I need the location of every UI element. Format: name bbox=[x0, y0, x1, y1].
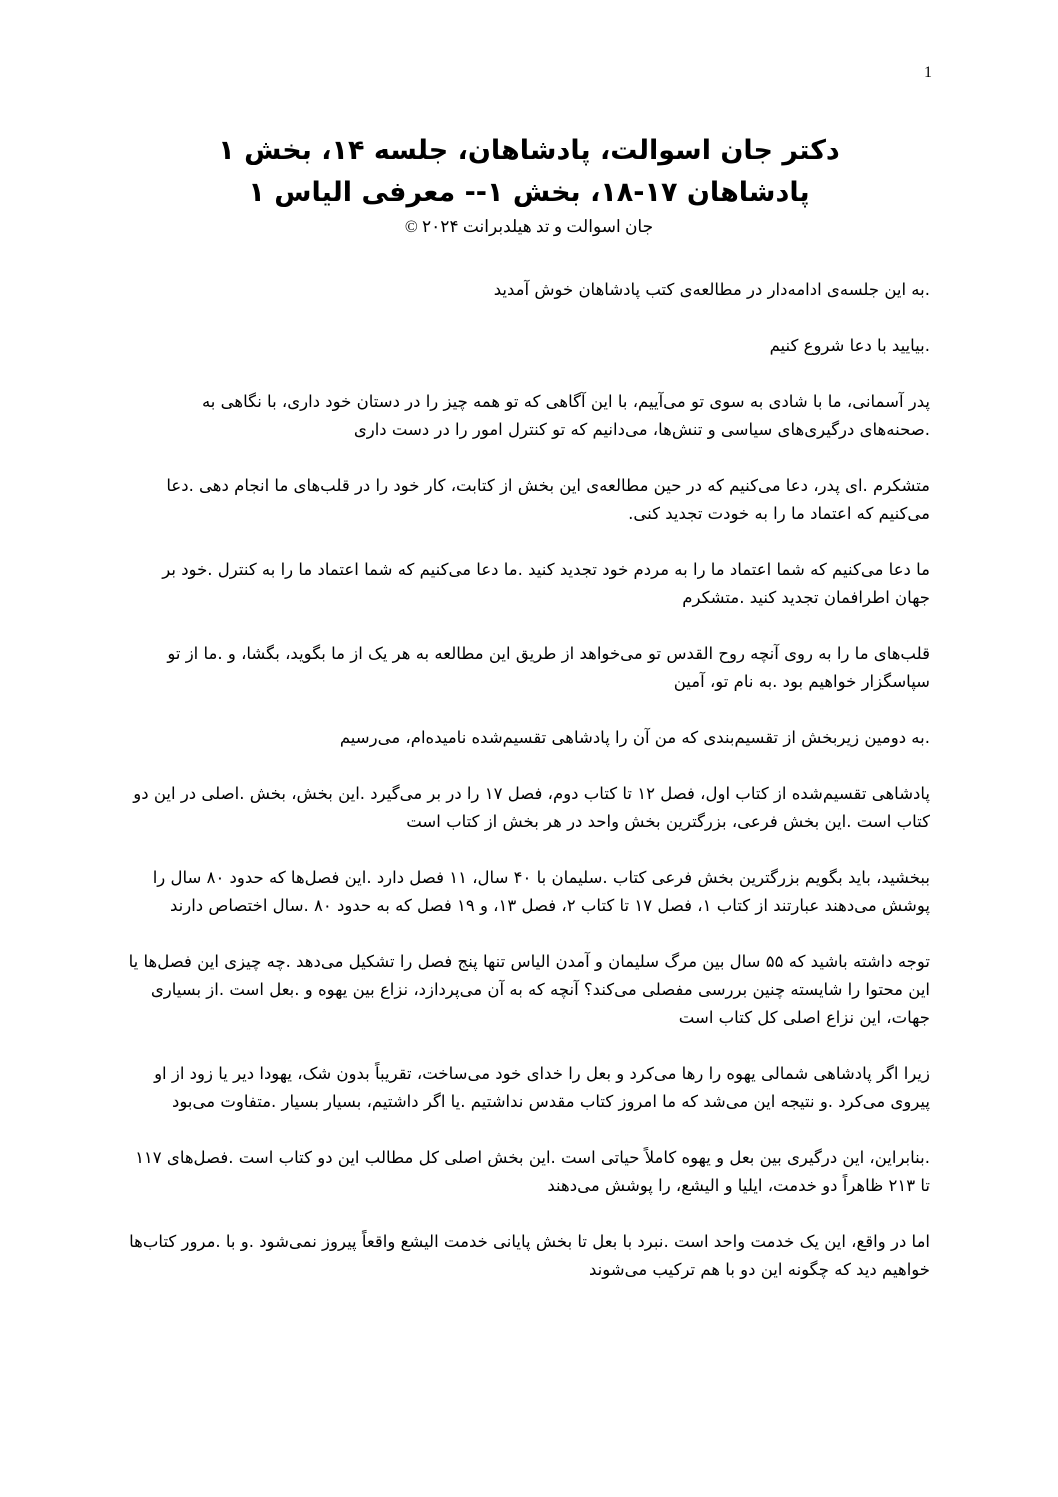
paragraph: ببخشید، باید بگویم بزرگترین بخش فرعی کتاب .سلیمان با ۴۰ سال، ۱۱ فصل دارد .این فصل‌ها که حدود ۸۰ سال را پوشش می‌دهند عبارتند از کتاب ۱، فصل ۱۷ تا کتاب ۲، فصل ۱۳، و ۱۹ فصل که به حدود ۸۰ .سال اختصاص دارند bbox=[152, 868, 930, 915]
paragraph: .به این جلسه‌ی ادامه‌دار در مطالعه‌ی کتب پادشاهان خوش آمدید bbox=[493, 280, 930, 299]
document-header bbox=[0, 130, 1058, 240]
paragraph: .بیایید با دعا شروع کنیم bbox=[769, 336, 930, 355]
document-subtitle: پادشاهان ۱۷-۱۸، بخش ۱-- معرفی الیاس ۱ bbox=[248, 177, 810, 208]
paragraph: متشکرم .ای پدر، دعا می‌کنیم که در حین مطالعه‌ی این بخش از کتابت، کار خود را در قلب‌های ما انجام دهی .دعا می‌کنیم که اعتماد ما را به خودت تجدید کنی. bbox=[166, 476, 930, 523]
paragraph: .به دومین زیربخش از تقسیم‌بندی که من آن را پادشاهی تقسیم‌شده نامیده‌ام، می‌رسیم bbox=[339, 728, 930, 747]
copyright-line: جان اسوالت و تد هیلدبرانت ۲۰۲۴ © bbox=[404, 217, 654, 236]
paragraph: قلب‌های ما را به روی آنچه روح القدس تو می‌خواهد از طریق این مطالعه به هر یک از ما بگوید، بگشا، و .ما از تو سپاسگزار خواهیم بود .به نام تو، آمین bbox=[167, 644, 930, 691]
page-number: 1 bbox=[924, 64, 932, 81]
document-body bbox=[128, 276, 930, 1312]
paragraph: اما در واقع، این یک خدمت واحد است .نبرد با بعل تا بخش پایانی خدمت الیشع واقعاً پیروز نمی‌شود .و با .مرور کتاب‌ها خواهیم دید که چگونه این دو با هم ترکیب می‌شوند bbox=[129, 1232, 930, 1279]
paragraph: زیرا اگر پادشاهی شمالی یهوه را رها می‌کرد و بعل را خدای خود می‌ساخت، تقریباً بدون شک، یهودا دیر یا زود از او پیروی می‌کرد .و نتیجه این می‌شد که ما امروز کتاب مقدس نداشتیم .یا اگر داشتیم، بسیار بسیار .متفاوت می‌بود bbox=[154, 1064, 930, 1111]
paragraph: توجه داشته باشید که ۵۵ سال بین مرگ سلیمان و آمدن الیاس تنها پنج فصل را تشکیل می‌دهد .چه چیزی این فصل‌ها یا این محتوا را شایسته چنین بررسی مفصلی می‌کند؟ آنچه که به آن می‌پردازد، نزاع بین یهوه و .بعل است .از بسیاری جهات، این نزاع اصلی کل کتاب است bbox=[128, 952, 930, 1027]
paragraph: پادشاهی تقسیم‌شده از کتاب اول، فصل ۱۲ تا کتاب دوم، فصل ۱۷ را در بر می‌گیرد .این بخش، بخش .اصلی در این دو کتاب است .این بخش فرعی، بزرگترین بخش واحد در هر بخش از کتاب است bbox=[133, 784, 930, 831]
document-title: دکتر جان اسوالت، پادشاهان، جلسه ۱۴، بخش ۱ bbox=[218, 135, 840, 166]
paragraph: .بنابراین، این درگیری بین بعل و یهوه کاملاً حیاتی است .این بخش اصلی کل مطالب این دو کتاب است .فصل‌های ۱۱۷ تا ۲۱۳ ظاهراً دو خدمت، ایلیا و الیشع، را پوشش می‌دهند bbox=[135, 1148, 930, 1195]
paragraph: ما دعا می‌کنیم که شما اعتماد ما را به مردم خود تجدید کنید .ما دعا می‌کنیم که شما اعتماد ما را به کنترل .خود بر جهان اطرافمان تجدید کنید .متشکرم bbox=[162, 560, 930, 607]
paragraph: پدر آسمانی، ما با شادی به سوی تو می‌آییم، با این آگاهی که تو همه چیز را در دستان خود داری، با نگاهی به .صحنه‌های درگیری‌های سیاسی و تنش‌ها، می‌دانیم که تو کنترل امور را در دست داری bbox=[201, 392, 930, 439]
